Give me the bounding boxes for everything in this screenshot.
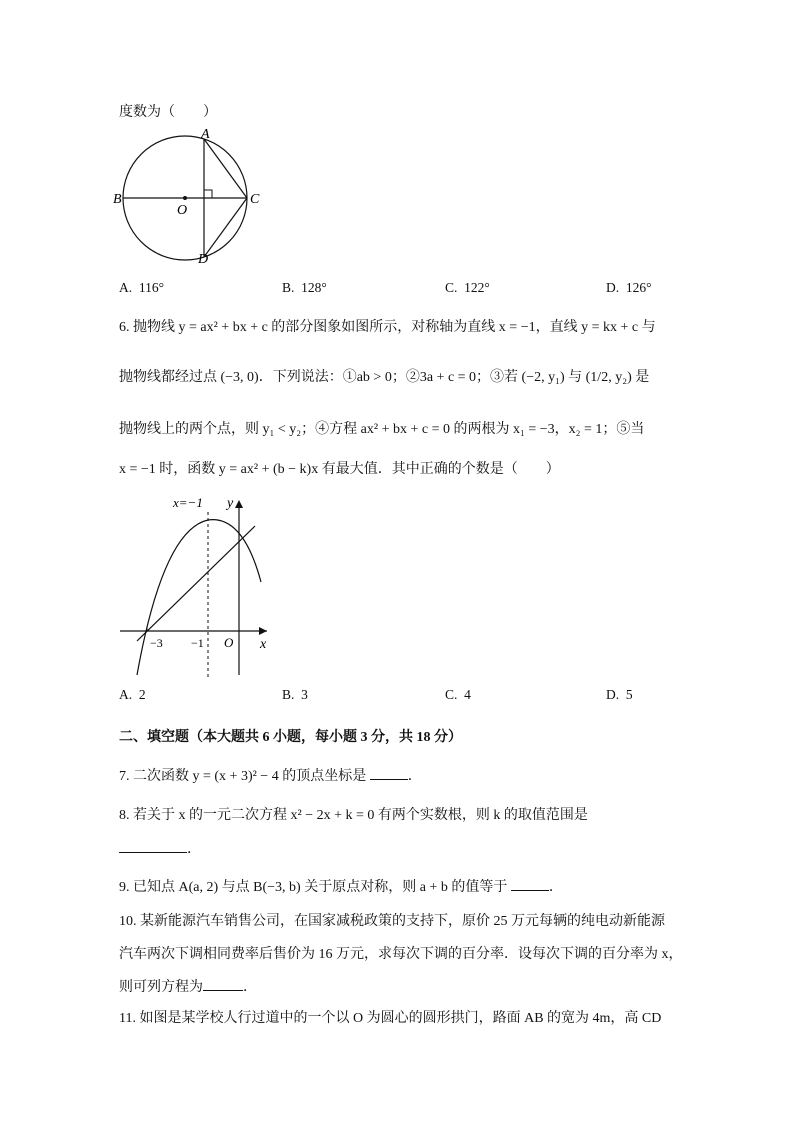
line-kx-c <box>137 526 255 641</box>
q9-end: ． <box>548 880 563 895</box>
y-axis-arrow <box>235 500 243 508</box>
q8-answer-line <box>119 838 201 860</box>
label-m1: −1 <box>191 636 204 650</box>
label-c: C <box>250 192 260 207</box>
section-heading: 二、填空题（本大题共 6 小题，每小题 3 分，共 18 分） <box>119 730 462 745</box>
label-b: B <box>113 192 122 207</box>
q6-line1: 6. 抛物线 y = ax² + bx + c 的部分图象如图所示，对称轴为直线 x = −1，直线 y = kx + c 与 <box>119 320 656 335</box>
q6-option-d: D. 5 <box>606 687 633 702</box>
q9-text: 9. 已知点 A(a, 2) 与点 B(−3, b) 关于原点对称，则 a + b 的值等于 <box>119 880 508 895</box>
q6-option-b: B. 3 <box>282 687 308 702</box>
q5-option-b: B. 128° <box>282 280 327 295</box>
q6-option-c: C. 4 <box>445 687 471 702</box>
label-origin: O <box>224 635 234 650</box>
label-d: D <box>198 252 209 267</box>
q7-answer-blank[interactable] <box>370 765 408 780</box>
q10-line3 <box>119 976 257 998</box>
chord-ac <box>204 139 247 198</box>
q6-line2: 抛物线都经过点 (−3, 0)．下列说法：①ab > 0；②3a + c = 0；③若 (−2, y₁) 与 (1/2, y₂) 是 <box>119 370 650 385</box>
q10-text: 则可列方程为 <box>119 980 203 995</box>
label-axis: x=−1 <box>173 495 203 510</box>
parabola <box>137 520 261 675</box>
label-x: x <box>260 637 267 652</box>
q8-answer-blank[interactable] <box>119 838 187 853</box>
x-axis-arrow <box>259 627 267 635</box>
center-dot <box>183 196 187 200</box>
label-a: A <box>201 127 210 142</box>
q7 <box>119 765 422 787</box>
q5-option-d: D. 126° <box>606 280 652 295</box>
q6-graph-figure <box>115 490 285 680</box>
q9 <box>119 876 563 898</box>
q5-circle-figure <box>113 127 265 267</box>
q5-option-c: C. 122° <box>445 280 490 295</box>
q6-option-a: A. 2 <box>119 687 146 702</box>
q6-line3: 抛物线上的两个点，则 y₁ < y₂；④方程 ax² + bx + c = 0 的两根为 x₁ = −3，x₂ = 1；⑤当 <box>119 422 645 437</box>
label-o: O <box>177 203 188 218</box>
q9-answer-blank[interactable] <box>511 876 549 891</box>
q11-line1: 11. 如图是某学校人行过道中的一个以 O 为圆心的圆形拱门，路面 AB 的宽为 4m，高 CD <box>119 1011 662 1026</box>
label-y: y <box>227 496 234 511</box>
label-m3: −3 <box>150 636 163 650</box>
q5-option-a: A. 116° <box>119 280 165 295</box>
chord-cd <box>204 198 247 257</box>
q8-end: ． <box>187 842 201 857</box>
q5-tail: 度数为（ ） <box>119 105 217 120</box>
q10-end: ． <box>243 980 257 995</box>
right-angle-mark <box>204 190 212 198</box>
q10-line1: 10. 某新能源汽车销售公司，在国家减税政策的支持下，原价 25 万元每辆的纯电动新能源 <box>119 914 665 929</box>
q10-answer-blank[interactable] <box>203 976 243 991</box>
q7-end: ． <box>407 769 422 784</box>
q10-line2: 汽车两次下调相同费率后售价为 16 万元，求每次下调的百分率．设每次下调的百分率为 x， <box>119 947 683 962</box>
q7-text: 7. 二次函数 y = (x + 3)² − 4 的顶点坐标是 <box>119 769 367 784</box>
q8-text: 8. 若关于 x 的一元二次方程 x² − 2x + k = 0 有两个实数根，则 k 的取值范围是 <box>119 808 588 823</box>
q6-line4: x = −1 时，函数 y = ax² + (b − k)x 有最大值．其中正确的个数是（ ） <box>119 462 560 477</box>
